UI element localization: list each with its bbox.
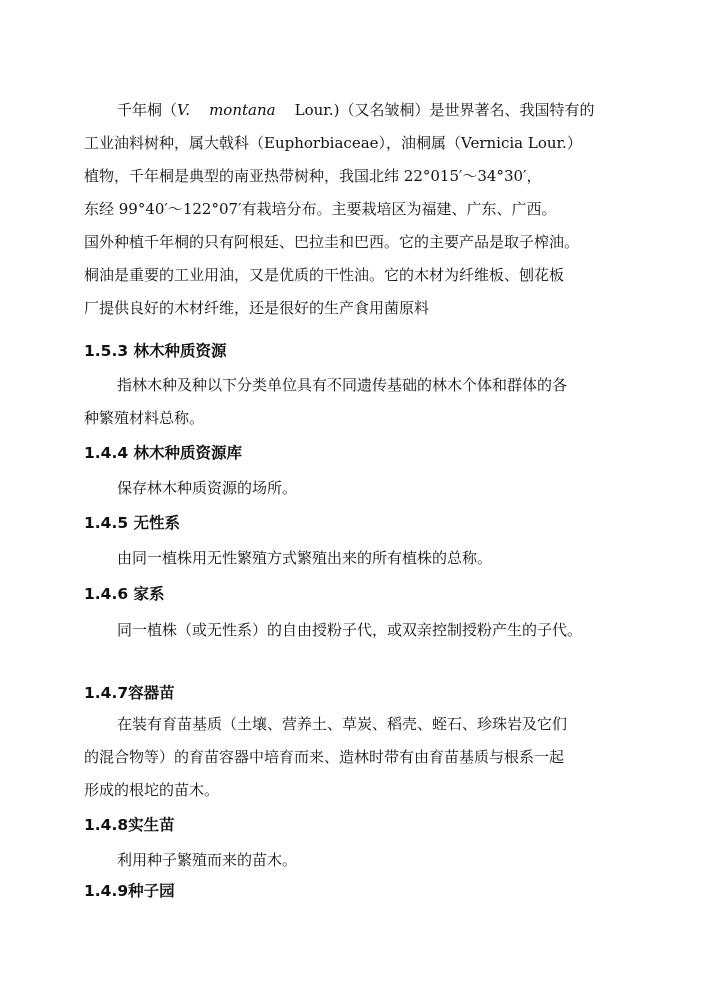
section-body-line: 由同一植株用无性繁殖方式繁殖出来的所有植株的总称。 — [117, 549, 493, 567]
section-body-line: 的混合物等）的育苗容器中培育而来、造林时带有由育苗基质与根系一起 — [84, 748, 565, 766]
tung-paragraph-line-7: 厂提供良好的木材纤维，还是很好的生产食用菌原料 — [84, 299, 430, 317]
tung-paragraph-line-4: 东经 99°40′～122°07′有栽培分布。主要栽培区为福建、广东、广西。 — [84, 200, 557, 218]
section-heading-germplasm-bank: 1.4.4 林木种质资源库 — [84, 444, 243, 462]
species-epithet: montana — [209, 101, 276, 119]
genus-abbrev: V. — [177, 101, 190, 119]
section-heading-clone: 1.4.5 无性系 — [84, 514, 181, 532]
section-body-line: 保存林木种质资源的场所。 — [117, 479, 298, 497]
section-body-line: 在装有育苗基质（土壤、营养土、草炭、稻壳、蛭石、珍珠岩及它们 — [117, 715, 568, 733]
section-body-line: 利用种子繁殖而来的苗木。 — [117, 851, 298, 869]
section-heading-germplasm-resources: 1.5.3 林木种质资源 — [84, 342, 227, 360]
tung-paragraph-line-6: 桐油是重要的工业用油，又是优质的干性油。它的木材为纤维板、刨花板 — [84, 266, 565, 284]
tung-prefix: 千年桐（ — [117, 101, 178, 119]
section-body-line: 指林木种及种以下分类单位具有不同遗传基础的林木个体和群体的各 — [117, 376, 568, 394]
section-heading-container-seedling: 1.4.7容器苗 — [84, 684, 175, 702]
tung-line1-suffix: Lour.)（又名皱桐）是世界著名、我国特有的 — [294, 101, 595, 119]
tung-paragraph-line-2: 工业油料树种，属大戟科（Euphorbiaceae），油桐属（Vernicia Lour.） — [84, 134, 582, 152]
section-body-line: 同一植株（或无性系）的自由授粉子代，或双亲控制授粉产生的子代。 — [117, 621, 583, 639]
tung-paragraph-line-5: 国外种植千年桐的只有阿根廷、巴拉圭和巴西。它的主要产品是取子榨油。 — [84, 233, 580, 251]
tung-paragraph-line-1 — [117, 100, 594, 120]
section-body-line: 种繁殖材料总称。 — [84, 409, 205, 427]
tung-paragraph-line-3: 植物，千年桐是典型的南亚热带树种，我国北纬 22°015′～34°30′， — [84, 167, 542, 185]
section-body-line: 形成的根坨的苗木。 — [84, 781, 220, 799]
section-heading-seed-orchard: 1.4.9种子园 — [84, 882, 175, 900]
section-heading-family: 1.4.6 家系 — [84, 585, 165, 603]
section-heading-seedling: 1.4.8实生苗 — [84, 816, 175, 834]
